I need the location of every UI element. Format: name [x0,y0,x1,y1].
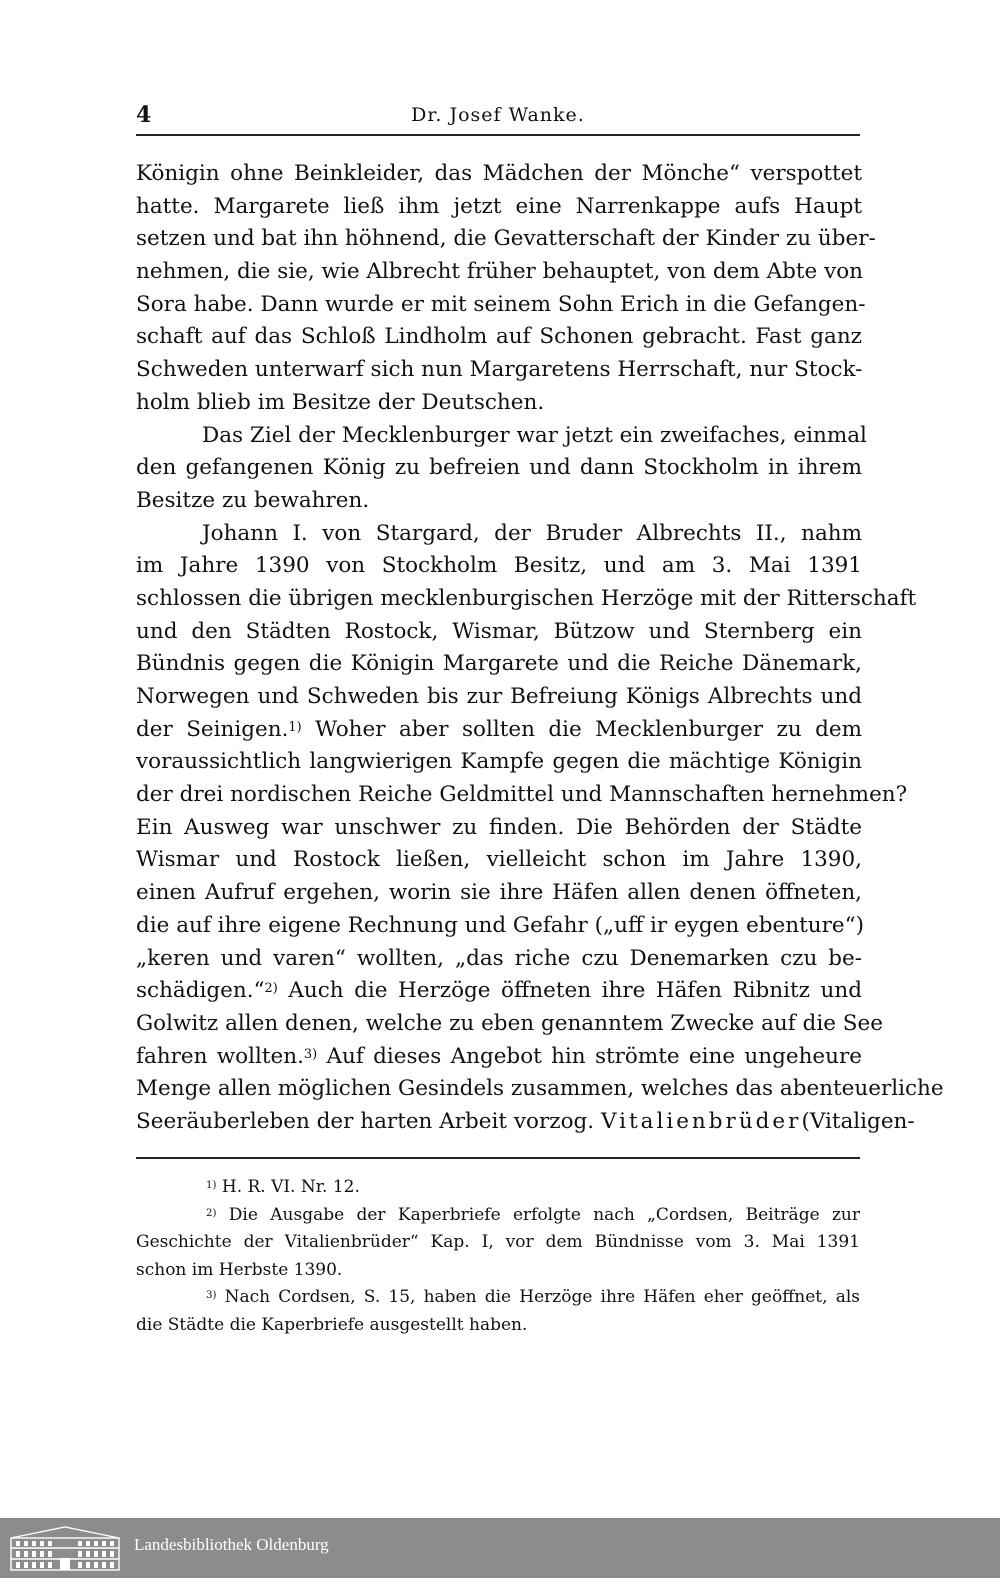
text-line: im Jahre 1390 von Stockholm Besitz, und am 3. Mai 1391 [136,553,862,579]
text-line [136,975,862,1008]
text-segment: Auch die Herzöge öffneten ihre Häfen Ribnitz und [288,978,862,1004]
text-line: schaft auf das Schloß Lindholm auf Schonen gebracht. Fast ganz [136,324,862,350]
text-line [136,1106,915,1139]
text-line: Norwegen und Schweden bis zur Befreiung Königs Albrechts und [136,684,862,709]
text-line: Königin ohne Beinkleider, das Mädchen der Mönche“ verspottet [136,161,862,186]
text-line: Golwitz allen denen, welche zu eben genanntem Zwecke auf die See [136,1010,883,1036]
text-segment: Auf dieses Angebot hin strömte eine ungeheure [326,1043,862,1069]
text-line [136,714,862,747]
text-line: setzen und bat ihn höhnend, die Gevatterschaft der Kinder zu über- [136,226,876,252]
text-segment: Seeräuberleben der harten Arbeit vorzog. [136,1108,595,1134]
text-line: holm blieb im Besitze der Deutschen. [136,389,545,415]
footnote-ref: 3) [303,1046,318,1062]
text-segment: (Vitaligen- [801,1108,915,1134]
text-line: Schweden unterwarf sich nun Margaretens Herrschaft, nur Stock- [136,357,863,383]
text-line: und den Städten Rostock, Wismar, Bützow und Sternberg ein [136,618,862,644]
footnote-rule [136,1157,860,1159]
footnote-text: Geschichte der Vitalienbrüder“ Kap. I, vor dem Bündnisse vom 3. Mai 1391 [136,1232,860,1252]
text-line: Johann I. von Stargard, der Bruder Albrechts II., nahm [202,520,862,546]
footnote-marker: 2) [206,1207,217,1219]
emphasized-term: Vitalienbrüder [600,1108,802,1134]
text-line: den gefangenen König zu befreien und dann Stockholm in ihrem [136,455,862,481]
footnote-ref: 1) [288,719,302,735]
footnote-marker: 3) [206,1290,217,1301]
text-line: Besitze zu bewahren. [136,487,370,513]
footnote-text: H. R. VI. Nr. 12. [221,1177,360,1197]
text-line: voraussichtlich langwierigen Kampfe gegen die mächtige Königin [136,749,862,775]
text-line: die auf ihre eigene Rechnung und Gefahr („uff ir eygen ebenture“) [136,912,864,938]
text-line: „keren und varen“ wollten, „das riche czu Denemarken czu be- [136,945,862,971]
text-line: Ein Ausweg war unschwer zu finden. Die Behörden der Städte [136,814,862,840]
page-number: 4 [136,102,152,128]
text-line: einen Aufruf ergehen, worin sie ihre Häfen allen denen öffneten, [136,880,862,906]
text-line: der drei nordischen Reiche Geldmittel und Mannschaften hernehmen? [136,782,908,808]
text-segment: der Seinigen. [136,716,289,742]
page-header [136,100,860,132]
footnote-3 [136,1284,860,1312]
footnote-marker: 1) [206,1180,217,1191]
footnote-1 [136,1174,860,1202]
text-line [136,1041,862,1074]
text-segment: schädigen.“ [136,978,265,1004]
footnote-2 [136,1202,860,1230]
text-line: Das Ziel der Mecklenburger war jetzt ein zweifaches, einmal [202,422,867,448]
text-line: Wismar und Rostock ließen, vielleicht schon im Jahre 1390, [136,847,862,873]
footnote-text: Nach Cordsen, S. 15, haben die Herzöge ihre Häfen eher geöffnet, als [224,1287,860,1307]
footnote-text: schon im Herbste 1390. [136,1259,343,1280]
footnotes [136,1174,860,1339]
body-text [136,158,944,1139]
text-segment: Woher aber sollten die Mecklenburger zu dem [315,716,862,742]
library-name: Landesbibliothek Oldenburg [134,1535,329,1554]
library-building-icon [8,1524,122,1572]
text-segment: fahren wollten. [136,1043,304,1069]
text-line: Bündnis gegen die Königin Margarete und die Reiche Dänemark, [136,651,862,677]
text-line: Menge allen möglichen Gesindels zusammen, welches das abenteuerliche [136,1076,944,1102]
text-line: schlossen die übrigen mecklenburgischen Herzöge mit der Ritterschaft [136,585,917,611]
text-line: Sora habe. Dann wurde er mit seinem Sohn Erich in die Gefangen- [136,291,866,317]
footnote-text: die Städte die Kaperbriefe ausgestellt haben. [136,1314,528,1335]
running-head: Dr. Josef Wanke. [411,104,585,126]
text-line: hatte. Margarete ließ ihm jetzt eine Narrenkappe aufs Haupt [136,193,862,219]
footnote-ref: 2) [264,981,278,997]
header-rule [136,134,860,136]
text-line: nehmen, die sie, wie Albrecht früher behauptet, von dem Abte von [136,259,864,285]
footnote-text: Die Ausgabe der Kaperbriefe erfolgte nach „Cordsen, Beiträge zur [228,1204,860,1225]
library-footer [0,1518,1000,1578]
